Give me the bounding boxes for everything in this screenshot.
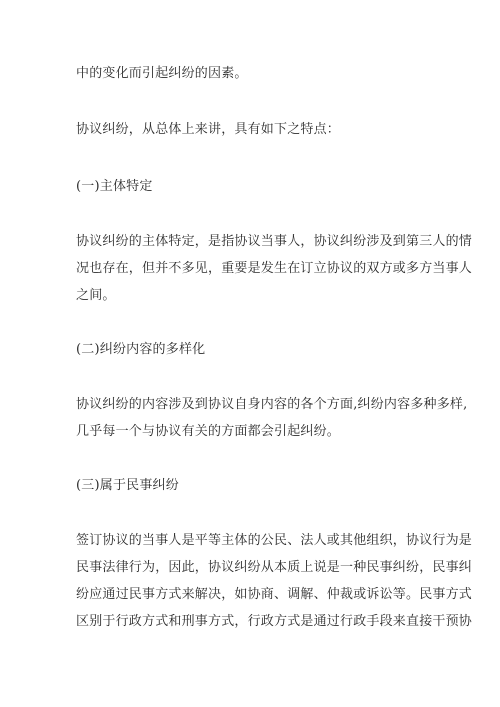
paragraph-line: 区别于行政方式和刑事方式，行政方式是通过行政手段来直接干预协 <box>76 614 473 629</box>
paragraph-line: 民事法律行为，因此，协议纠纷从本质上说是一种民事纠纷，民事纠 <box>76 560 473 575</box>
section-heading: (三)属于民事纠纷 <box>76 478 179 493</box>
paragraph-line: 几乎每一个与协议有关的方面都会引起纠纷。 <box>76 424 341 439</box>
paragraph-line: 协议纠纷的主体特定，是指协议当事人，协议纠纷涉及到第三人的情 <box>76 234 473 249</box>
section-heading: (二)纠纷内容的多样化 <box>76 342 206 357</box>
paragraph-line: 之间。 <box>76 288 116 303</box>
paragraph-line: 签订协议的当事人是平等主体的公民、法人或其他组织，协议行为是 <box>76 533 473 548</box>
paragraph-line: 协议纠纷的内容涉及到协议自身内容的各个方面,纠纷内容多种多样, <box>76 397 468 412</box>
paragraph-line: 况也存在，但并不多见，重要是发生在订立协议的双方或多方当事人 <box>76 261 473 276</box>
paragraph-line: 纷应通过民事方式来解决，如协商、调解、仲裁或诉讼等。民事方式 <box>76 587 473 602</box>
paragraph-line: 中的变化而引起纠纷的因素。 <box>76 66 248 81</box>
paragraph-line: 协议纠纷，从总体上来讲，具有如下之特点： <box>76 122 341 137</box>
section-heading: (一)主体特定 <box>76 179 153 194</box>
